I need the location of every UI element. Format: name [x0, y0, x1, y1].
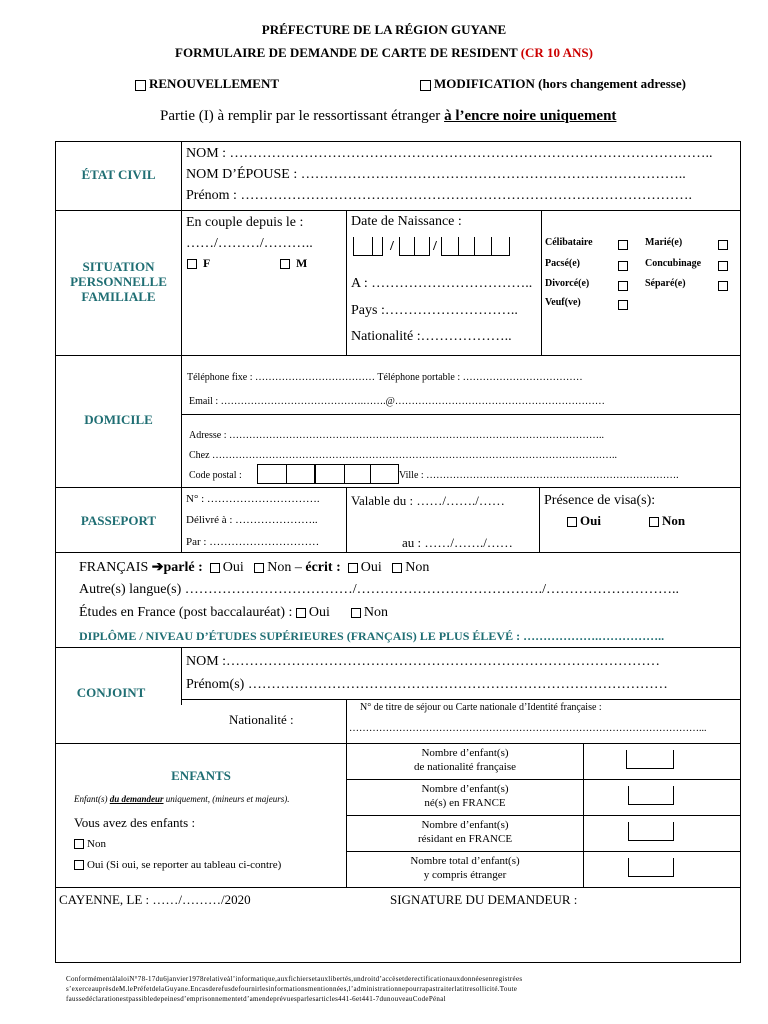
code-postal-digit-3[interactable]	[314, 464, 345, 484]
divider	[346, 487, 347, 552]
enfants-row-label	[347, 746, 583, 774]
passeport-par-field[interactable]: Par : …………………………	[186, 536, 320, 548]
arrow-icon: ➔	[151, 560, 164, 575]
legal-line-3: faussedéclarationestpassibledepeinesd’emprisonnementetd’amendeprévuesparlesarticles441-6et441-7dunouveauCodePénal	[66, 995, 446, 1003]
birth-year-digit-4[interactable]	[491, 237, 510, 256]
divider	[539, 487, 540, 552]
enfants-note-suffix: uniquement, (mineurs et majeurs).	[165, 794, 290, 804]
signature-area[interactable]	[390, 910, 730, 956]
enfants-nes-france-count[interactable]	[628, 786, 674, 805]
enfants-note-underline: du demandeur	[109, 794, 164, 804]
divider	[346, 815, 740, 816]
enfants-oui-option[interactable]	[74, 859, 281, 871]
enfants-row-label	[347, 854, 583, 882]
divider	[181, 414, 740, 415]
renouvellement-label: RENOUVELLEMENT	[149, 76, 280, 91]
partie-instruction	[160, 108, 616, 125]
chez-field[interactable]: Chez …………………………………………………………………………………………………………..	[189, 450, 618, 461]
partie-prefix: Partie (I) à remplir par le ressortissant étranger	[160, 108, 441, 124]
enfants-row-2-line-2: né(s) en FRANCE	[424, 797, 506, 809]
enfants-row-1-line-1: Nombre d’enfant(s)	[421, 747, 509, 759]
status-marie: Marié(e)	[645, 237, 683, 248]
sex-m-checkbox[interactable]	[280, 259, 290, 269]
enfants-oui-label: Oui (Si oui, se reporter au tableau ci-contre)	[87, 859, 282, 871]
date-separator: /	[390, 239, 394, 254]
diplome-field[interactable]: DIPLÔME / NIVEAU D’ÉTUDES SUPÉRIEURES (FRANÇAIS) LE PLUS ÉLEVÉ : ……………….……………..	[79, 629, 665, 643]
enfants-note-prefix: Enfant(s)	[74, 794, 108, 804]
birth-day-digit-2[interactable]	[371, 237, 383, 256]
sex-f-checkbox[interactable]	[187, 259, 197, 269]
form-title-main: FORMULAIRE DE DEMANDE DE CARTE DE RESIDENT	[175, 45, 518, 60]
nom-epouse-field[interactable]: NOM D’ÉPOUSE : ………………………………………………………………………..	[186, 167, 686, 182]
etudes-label: Études en France (post baccalauréat) :	[79, 605, 293, 620]
en-couple-date-field[interactable]: ……/………/………..	[186, 236, 313, 251]
visa-non-option[interactable]	[649, 513, 685, 529]
status-separe-checkbox[interactable]	[718, 277, 731, 295]
sex-f-label: F	[203, 256, 211, 270]
etudes-non-checkbox[interactable]	[351, 608, 361, 618]
conjoint-nom-field[interactable]: NOM :…………………………………………………………………………………	[186, 654, 661, 669]
parle-non-label: Non –	[267, 560, 302, 575]
modification-option[interactable]	[420, 76, 686, 92]
sex-m-label: M	[296, 256, 308, 270]
parle-label: parlé :	[163, 560, 203, 575]
divider	[55, 743, 740, 744]
francais-row	[79, 559, 429, 576]
divider	[55, 887, 740, 888]
nom-field[interactable]: NOM : …………………………………………………………………………………………..	[186, 146, 713, 161]
enfants-total-count[interactable]	[628, 858, 674, 877]
status-concubinage: Concubinage	[645, 258, 702, 269]
enfants-row-label	[347, 782, 583, 810]
divider	[346, 851, 740, 852]
status-veuf-checkbox[interactable]	[618, 296, 631, 314]
parle-oui-label: Oui	[222, 560, 244, 575]
enfants-title: ENFANTS	[171, 768, 231, 783]
sex-f-option[interactable]	[187, 256, 210, 271]
passeport-valable-field[interactable]: Valable du : ……/……./……	[351, 493, 505, 508]
ville-field[interactable]: Ville : ………………………………………………………………….	[399, 470, 679, 481]
code-postal-digit-4[interactable]	[342, 464, 371, 484]
visa-label: Présence de visa(s):	[544, 493, 656, 508]
status-divorce-checkbox[interactable]	[618, 277, 631, 295]
enfants-residant-france-count[interactable]	[628, 822, 674, 841]
en-couple-label: En couple depuis le :	[186, 215, 304, 230]
visa-oui-option[interactable]	[567, 513, 601, 529]
enfants-row-2-line-1: Nombre d’enfant(s)	[421, 783, 509, 795]
divider	[346, 779, 740, 780]
status-divorce: Divorcé(e)	[545, 278, 590, 289]
autres-langues-field[interactable]: Autre(s) langue(s) ………………………………/…………………………………./………………………..	[79, 582, 680, 597]
prefecture-title: PRÉFECTURE DE LA RÉGION GUYANE	[261, 22, 507, 37]
nationalite-field[interactable]: Nationalité :………………..	[351, 329, 512, 344]
code-postal-digit-1[interactable]	[257, 464, 287, 484]
status-concubinage-checkbox[interactable]	[718, 257, 731, 275]
modification-suffix: (hors changement adresse)	[538, 76, 686, 91]
form-title-cr: (CR 10 ANS)	[520, 45, 593, 60]
divider	[55, 210, 740, 211]
status-veuf: Veuf(ve)	[545, 297, 581, 308]
situation-title-3: FAMILIALE	[81, 289, 156, 304]
enfants-note	[74, 794, 290, 804]
divider	[55, 552, 740, 553]
visa-non-label: Non	[662, 513, 686, 528]
status-separe: Séparé(e)	[645, 278, 686, 289]
ecrit-non-label: Non	[405, 560, 430, 575]
etudes-non-label: Non	[363, 605, 389, 620]
visa-oui-label: Oui	[580, 513, 601, 528]
telephone-field[interactable]: Téléphone fixe : ……………………………… Téléphone portable : ………………………………	[187, 372, 583, 383]
enfants-francais-count[interactable]	[626, 750, 674, 769]
situation-title-2: PERSONNELLE	[70, 274, 167, 289]
modification-label: MODIFICATION	[434, 76, 535, 91]
divider	[55, 487, 740, 488]
sex-m-option[interactable]	[280, 256, 307, 271]
ecrit-oui-checkbox[interactable]	[348, 563, 358, 573]
legal-line-2: s’exerceauprèsdeM.lePréfetdelaGuyane.Encasderefusdefournirlesinformationsmentionnées,l’administrationnepourrapastraiterlatitresollicité.Toute	[66, 985, 518, 993]
divider	[181, 647, 182, 705]
cayenne-date-field[interactable]: CAYENNE, LE : ……/………/2020	[59, 892, 251, 907]
passeport-delivre-field[interactable]: Délivré à : …………………..	[186, 514, 318, 526]
birth-month-digit-2[interactable]	[413, 237, 430, 256]
passeport-numero-field[interactable]: N° : ………………………….	[186, 493, 320, 505]
enfants-non-label: Non	[87, 838, 106, 850]
status-pacse: Pacsé(e)	[545, 258, 580, 269]
code-postal-digit-2[interactable]	[285, 464, 315, 484]
etudes-oui-label: Oui	[308, 605, 330, 620]
email-field[interactable]: Email : …………………………………….…….@………………………………………………………	[189, 396, 605, 407]
etudes-oui-checkbox[interactable]	[296, 608, 306, 618]
enfants-row-label	[347, 818, 583, 846]
modification-checkbox[interactable]	[420, 80, 431, 91]
passeport-au-field[interactable]: au : ……/……./……	[402, 535, 513, 550]
status-celibataire-checkbox[interactable]	[618, 236, 631, 254]
birth-year-digit-3[interactable]	[474, 237, 492, 256]
renouvellement-option[interactable]	[135, 76, 279, 92]
divider	[55, 647, 740, 648]
enfants-row-3-line-2: résidant en FRANCE	[417, 833, 513, 845]
situation-title-1: SITUATION	[82, 259, 155, 274]
status-celibataire: Célibataire	[545, 237, 593, 248]
etudes-row	[79, 605, 388, 621]
divider	[181, 141, 182, 552]
enfants-row-4-line-1: Nombre total d’enfant(s)	[410, 855, 520, 867]
etat-civil-title: ÉTAT CIVIL	[81, 167, 156, 182]
ecrit-oui-label: Oui	[360, 560, 382, 575]
enfants-row-1-line-2: de nationalité française	[413, 761, 516, 773]
titre-sejour-field[interactable]: ……………………………………………………………………………………………...	[349, 723, 707, 734]
francais-label: FRANÇAIS	[79, 560, 149, 575]
enfants-row-3-line-1: Nombre d’enfant(s)	[421, 819, 509, 831]
enfants-non-option[interactable]	[74, 838, 106, 850]
divider	[181, 699, 740, 700]
prenom-field[interactable]: Prénom : …………………………………………………………………………………….	[186, 188, 692, 203]
lieu-naissance-field[interactable]: A : ……………………………..	[351, 276, 533, 291]
status-marie-checkbox[interactable]	[718, 236, 731, 254]
signature-label: SIGNATURE DU DEMANDEUR :	[390, 892, 578, 907]
birth-year-digit-2[interactable]	[457, 237, 475, 256]
birth-day-digit-1[interactable]	[353, 237, 373, 256]
legal-line-1: ConformémentàlaloiN°78-17du6janvier1978relativeàl’informatique,auxfichiersetauxlibertés,undroitd’accèsetderectificationauxdonnéesenregistrées	[66, 975, 523, 983]
divider	[541, 210, 542, 355]
date-naissance-label: Date de Naissance :	[351, 214, 462, 229]
date-separator: /	[433, 239, 437, 254]
divider	[346, 210, 347, 355]
enfants-row-4-line-2: y compris étranger	[423, 869, 507, 881]
partie-underline: à l’encre noire uniquement	[444, 108, 617, 124]
adresse-field[interactable]: Adresse : …………………………………………………………………………………………………..	[189, 430, 604, 441]
situation-title	[56, 259, 181, 304]
status-pacse-checkbox[interactable]	[618, 257, 631, 275]
conjoint-prenom-field[interactable]: Prénom(s) ………………………………………………………………………………	[186, 677, 668, 692]
renouvellement-checkbox[interactable]	[135, 80, 146, 91]
code-postal-digit-5[interactable]	[370, 464, 399, 484]
code-postal-label: Code postal :	[189, 470, 242, 481]
ecrit-label: écrit :	[305, 560, 341, 575]
divider	[346, 699, 347, 743]
parle-non-checkbox[interactable]	[254, 563, 264, 573]
passeport-title: PASSEPORT	[80, 513, 157, 528]
domicile-title: DOMICILE	[84, 412, 153, 427]
conjoint-nationalite-label: Nationalité :	[229, 712, 294, 727]
titre-sejour-label: N° de titre de séjour ou Carte nationale d’Identité française :	[360, 702, 602, 713]
divider	[55, 355, 740, 356]
parle-oui-checkbox[interactable]	[210, 563, 220, 573]
form-title	[0, 45, 768, 61]
conjoint-title: CONJOINT	[76, 685, 146, 700]
pays-field[interactable]: Pays :………………………..	[351, 303, 518, 318]
enfants-question: Vous avez des enfants :	[74, 815, 196, 830]
ecrit-non-checkbox[interactable]	[392, 563, 402, 573]
